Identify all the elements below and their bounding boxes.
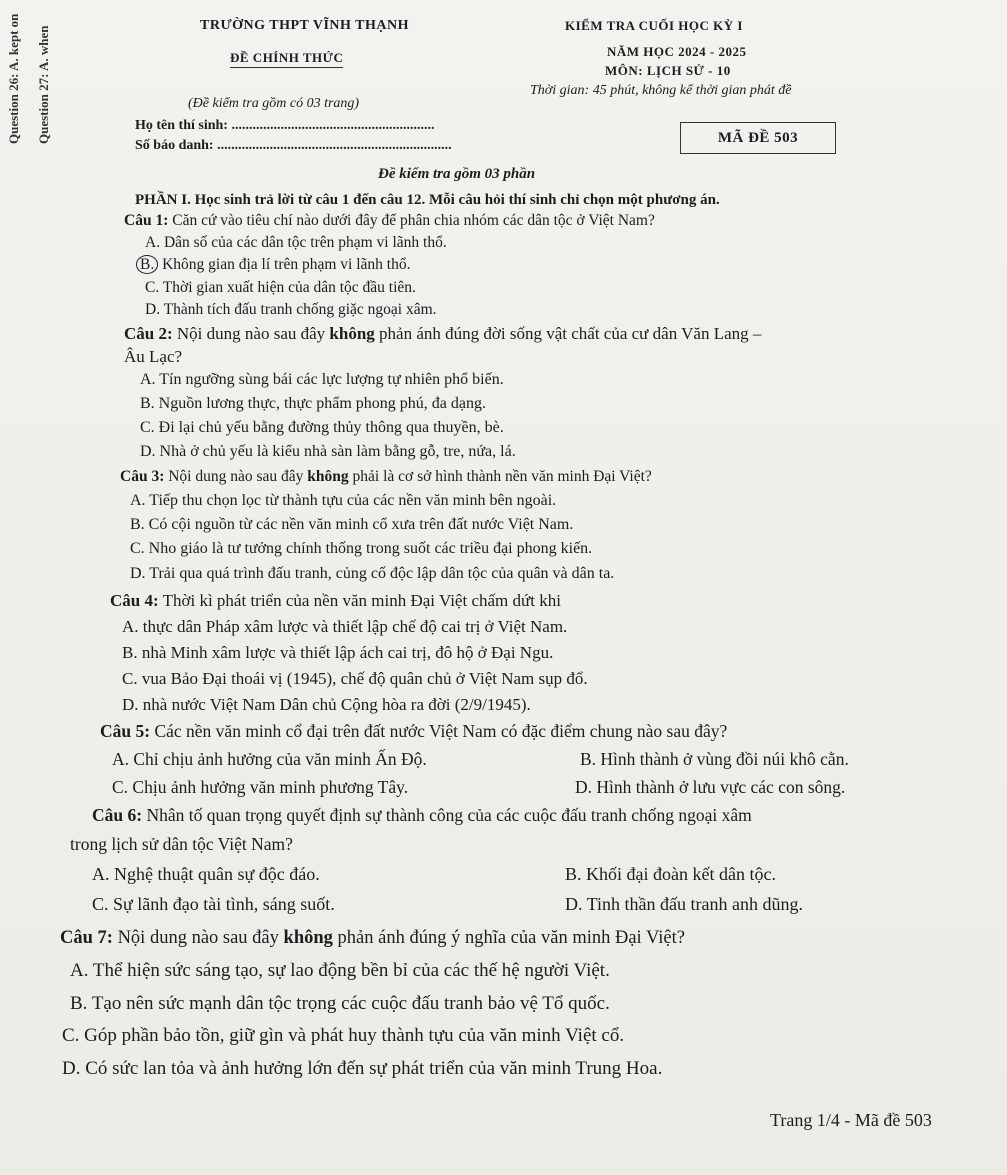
q7-option-a: A. Thể hiện sức sáng tạo, sự lao động bền bỉ của các thế hệ người Việt. [70, 960, 610, 981]
exam-title: KIỂM TRA CUỐI HỌC KỲ I [565, 18, 743, 33]
q6-option-c: C. Sự lãnh đạo tài tình, sáng suốt. [92, 894, 335, 914]
side-note-line1: Question 26: A. kept on [6, 13, 21, 144]
q7-option-d: D. Có sức lan tỏa và ảnh hưởng lớn đến sự phát triển của văn minh Trung Hoa. [62, 1058, 663, 1079]
q6-option-a: A. Nghệ thuật quân sự độc đáo. [92, 864, 320, 884]
pages-note: (Đề kiểm tra gồm có 03 trang) [188, 96, 360, 111]
parts-note: Đề kiểm tra gồm 03 phần [378, 166, 536, 182]
exam-code-box: MÃ ĐỀ 503 [680, 122, 836, 154]
q3-stem: Câu 3: Nội dung nào sau đây không phải là cơ sở hình thành nền văn minh Đại Việt? [120, 468, 652, 485]
q2-option-b: B. Nguồn lương thực, thực phẩm phong phú, đa dạng. [140, 395, 486, 412]
q5-option-a: A. Chỉ chịu ảnh hưởng của văn minh Ấn Độ. [112, 749, 427, 769]
q5-option-b: B. Hình thành ở vùng đồi núi khô cằn. [580, 749, 849, 769]
q4-stem: Câu 4: Thời kì phát triển của nền văn minh Đại Việt chấm dứt khi [110, 591, 561, 610]
q2-option-d: D. Nhà ở chủ yếu là kiểu nhà sàn làm bằng gỗ, tre, nứa, lá. [140, 443, 516, 460]
q4-option-a: A. thực dân Pháp xâm lược và thiết lập chế độ cai trị ở Việt Nam. [122, 617, 568, 636]
q5-stem: Câu 5: Các nền văn minh cổ đại trên đất nước Việt Nam có đặc điểm chung nào sau đây? [100, 721, 728, 741]
q7-stem: Câu 7: Nội dung nào sau đây không phản ánh đúng ý nghĩa của văn minh Đại Việt? [60, 928, 685, 948]
candidate-name-field: Họ tên thí sinh: .......................................................... [135, 118, 435, 133]
part1-title: PHẦN I. Học sinh trả lời từ câu 1 đến câu 12. Mỗi câu hỏi thí sinh chỉ chọn một phương án. [135, 192, 720, 208]
q2-option-c: C. Đi lại chủ yếu bằng đường thủy thông qua thuyền, bè. [140, 419, 504, 436]
q6-stem-line2: trong lịch sử dân tộc Việt Nam? [70, 834, 293, 854]
side-note-line2: Question 27: A. when [36, 25, 51, 144]
q4-option-d: D. nhà nước Việt Nam Dân chủ Cộng hòa ra đời (2/9/1945). [122, 695, 531, 714]
official-label: ĐỀ CHÍNH THỨC [230, 50, 343, 68]
q2-stem-line2: Âu Lạc? [124, 347, 183, 366]
q1-option-d: D. Thành tích đấu tranh chống giặc ngoại xâm. [145, 301, 437, 318]
page-footer: Trang 1/4 - Mã đề 503 [770, 1110, 932, 1130]
handwritten-side-note [2, 12, 62, 147]
q4-option-c: C. vua Bảo Đại thoái vị (1945), chế độ quân chủ ở Việt Nam sụp đổ. [122, 669, 588, 688]
answer-circle: B. [136, 255, 158, 274]
candidate-id-field: Số báo danh: ................................................................... [135, 138, 452, 153]
q7-option-b: B. Tạo nên sức mạnh dân tộc trọng các cuộc đấu tranh bảo vệ Tổ quốc. [70, 993, 610, 1014]
q5-option-d: D. Hình thành ở lưu vực các con sông. [575, 777, 846, 797]
subject: MÔN: LỊCH SỬ - 10 [605, 63, 731, 78]
q2-stem-line1: Câu 2: Nội dung nào sau đây không phản ánh đúng đời sống vật chất của cư dân Văn Lang – [124, 324, 762, 343]
q3-option-b: B. Có cội nguồn từ các nền văn minh cổ xưa trên đất nước Việt Nam. [130, 516, 574, 533]
q6-option-d: D. Tinh thần đấu tranh anh dũng. [565, 894, 803, 914]
q6-option-b: B. Khối đại đoàn kết dân tộc. [565, 864, 776, 884]
q6-stem-line1: Câu 6: Nhân tố quan trọng quyết định sự thành công của các cuộc đấu tranh chống ngoại xâm [92, 805, 752, 825]
q2-option-a: A. Tín ngưỡng sùng bái các lực lượng tự nhiên phổ biến. [140, 371, 504, 388]
q3-option-a: A. Tiếp thu chọn lọc từ thành tựu của các nền văn minh bên ngoài. [130, 492, 557, 509]
school-year: NĂM HỌC 2024 - 2025 [607, 44, 747, 59]
q1-option-a: A. Dân số của các dân tộc trên phạm vi lãnh thổ. [145, 234, 447, 251]
q4-option-b: B. nhà Minh xâm lược và thiết lập ách cai trị, đô hộ ở Đại Ngu. [122, 643, 554, 662]
q1-option-c: C. Thời gian xuất hiện của dân tộc đầu tiên. [145, 279, 416, 296]
q1-option-b: B. Không gian địa lí trên phạm vi lãnh thổ. [140, 256, 410, 274]
q1-stem: Câu 1: Căn cứ vào tiêu chí nào dưới đây để phân chia nhóm các dân tộc ở Việt Nam? [124, 212, 655, 229]
q3-option-c: C. Nho giáo là tư tưởng chính thống trong suốt các triều đại phong kiến. [130, 540, 593, 557]
q5-option-c: C. Chịu ảnh hưởng văn minh phương Tây. [112, 777, 409, 797]
q3-option-d: D. Trải qua quá trình đấu tranh, củng cố độc lập dân tộc của quân và dân ta. [130, 565, 615, 582]
school-name: TRƯỜNG THPT VĨNH THẠNH [200, 18, 409, 33]
q7-option-c: C. Góp phần bảo tồn, giữ gìn và phát huy thành tựu của văn minh Việt cổ. [62, 1025, 625, 1046]
time-note: Thời gian: 45 phút, không kể thời gian phát đề [530, 83, 792, 98]
